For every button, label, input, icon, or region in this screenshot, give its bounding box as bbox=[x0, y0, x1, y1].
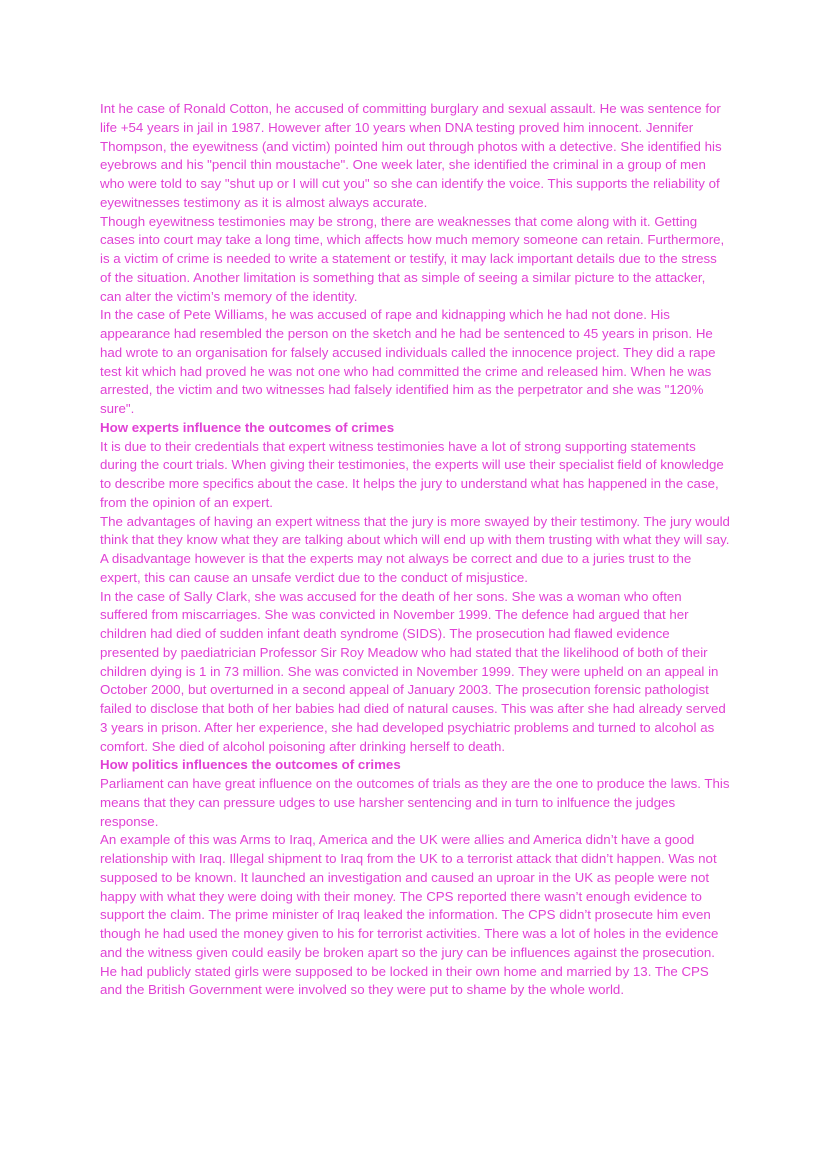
heading-politics: How politics influences the outcomes of crimes bbox=[100, 757, 401, 773]
paragraph-expert-disadvantage: A disadvantage however is that the experts may not always be correct and due to a juries trust to the expert, this can cause an unsafe verdict due to the conduct of misjustice. bbox=[100, 551, 692, 585]
heading-experts: How experts influence the outcomes of crimes bbox=[100, 419, 395, 435]
paragraph-expert-advantages: The advantages of having an expert witness that the jury is more swayed by their testimony. The jury would think that they know what they are talking about which will end up with them trusting with what they will say. bbox=[100, 513, 730, 548]
document-body bbox=[100, 100, 730, 1000]
paragraph-arms-to-iraq: An example of this was Arms to Iraq, America and the UK were allies and America didn’t have a good relationship with Iraq. Illegal shipment to Iraq from the UK to a terrorist attack that didn’t happen. Was not supposed to be known. It launched an investigation and caused an uproar in the UK as people were not happy with what they were doing with their money. The CPS reported there wasn’t enough evidence to support the claim. The prime minister of Iraq leaked the information. The CPS didn’t prosecute him even though he had used the money given to his for terrorist activities. There was a lot of holes in the evidence and the witness given could easily be broken apart so the jury can be influences against the prosecution. He had publicly stated girls were supposed to be locked in their own home and married by 13. The CPS and the British Government were involved so they were put to shame by the whole world. bbox=[100, 832, 719, 998]
paragraph-ronald-cotton: Int he case of Ronald Cotton, he accused of committing burglary and sexual assault. He was sentence for life +54 years in jail in 1987. However after 10 years when DNA testing proved him innocent. Jennifer Thompson, the eyewitness (and victim) pointed him out through photos with a detective. She identified his eyebrows and his "pencil thin moustache". One week later, she identified the criminal in a group of men who were told to say "shut up or I will cut you" so she can identify the voice. This supports the reliability of eyewitnesses testimony as it is almost always accurate. bbox=[100, 101, 722, 210]
paragraph-eyewitness-weaknesses: Though eyewitness testimonies may be strong, there are weaknesses that come along with it. Getting cases into court may take a long time, which affects how much memory someone can retain. Furthermore, is a victim of crime is needed to write a statement or testify, it may lack important details due to the stress of the situation. Another limitation is something that as simple of seeing a similar picture to the attacker, can alter the victim’s memory of the identity. bbox=[100, 213, 725, 304]
paragraph-parliament: Parliament can have great influence on the outcomes of trials as they are the one to produce the laws. This means that they can pressure udges to use harsher sentencing and in turn to inlfuence the judges response. bbox=[100, 776, 730, 829]
paragraph-expert-credentials: It is due to their credentials that expert witness testimonies have a lot of strong supporting statements during the court trials. When giving their testimonies, the experts will use their specialist field of knowledge to describe more specifics about the case. It helps the jury to understand what has happened in the case, from the opinion of an expert. bbox=[100, 438, 724, 510]
paragraph-pete-williams: In the case of Pete Williams, he was accused of rape and kidnapping which he had not done. His appearance had resembled the person on the sketch and he had be sentenced to 45 years in prison. He had wrote to an organisation for falsely accused individuals called the innocence project. They did a rape test kit which had proved he was not one who had committed the crime and released him. When he was arrested, the victim and two witnesses had falsely identified him as the perpetrator and she was "120% sure". bbox=[100, 307, 716, 416]
paragraph-sally-clark: In the case of Sally Clark, she was accused for the death of her sons. She was a woman who often suffered from miscarriages. She was convicted in November 1999. The defence had argued that her children had died of sudden infant death syndrome (SIDS). The prosecution had flawed evidence presented by paediatrician Professor Sir Roy Meadow who had stated that the likelihood of both of their children dying is 1 in 73 million. She was convicted in November 1999. They were upheld on an appeal in October 2000, but overturned in a second appeal of January 2003. The prosecution forensic pathologist failed to disclose that both of her babies had died of natural causes. This was after she had already served 3 years in prison. After her experience, she had developed psychiatric problems and turned to alcohol as comfort. She died of alcohol poisoning after drinking herself to death. bbox=[100, 588, 726, 754]
